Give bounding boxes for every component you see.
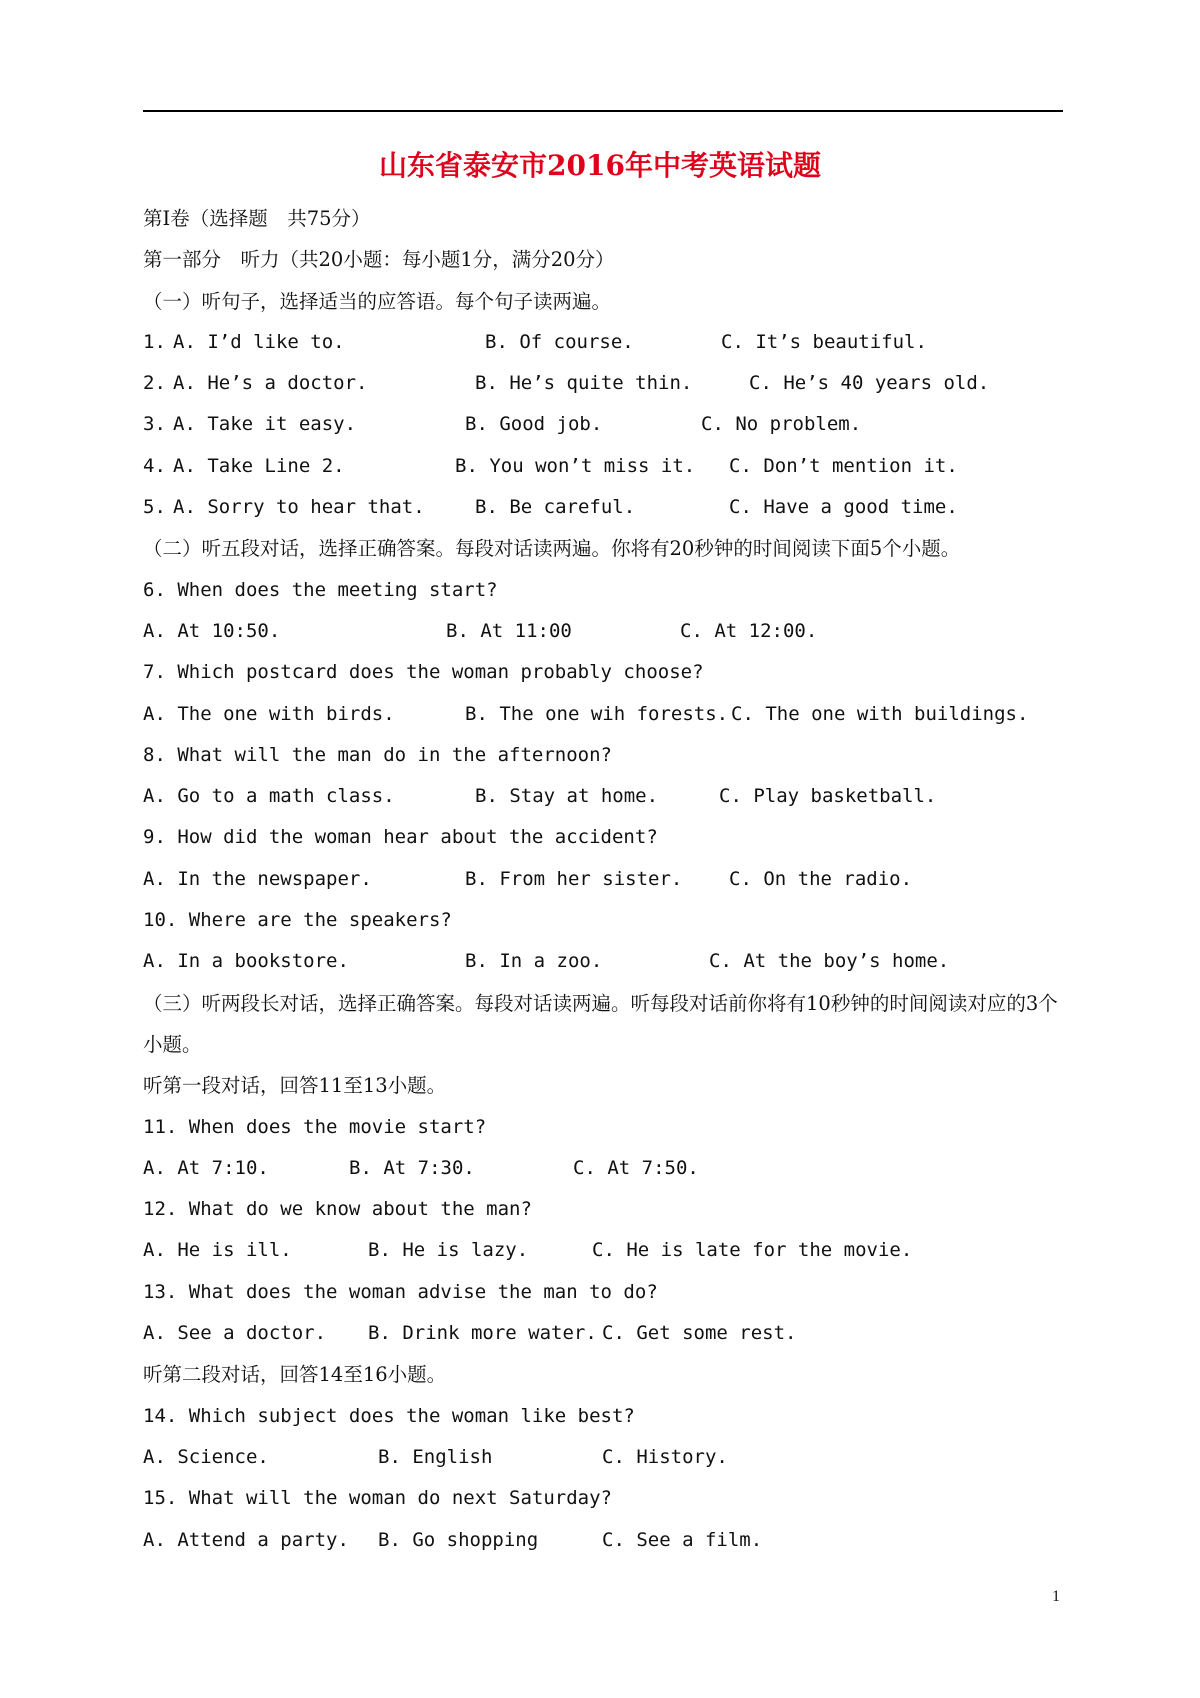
option-a: A. At 7:10. (143, 1156, 269, 1179)
option-b: B. English (378, 1445, 493, 1468)
option-c: C. He’s 40 years old. (749, 372, 990, 395)
option-c: C. At 12:00. (680, 619, 818, 642)
option-c: C. History. (602, 1445, 728, 1468)
option-c: C. On the radio. (729, 867, 913, 890)
options-row (143, 1148, 1073, 1189)
question-stem: 12. What do we know about the man? (143, 1198, 532, 1221)
option-b: B. Good job. (465, 413, 603, 436)
part1-header: 第一部分 听力（共20小题：每小题1分，满分20分） (143, 248, 615, 272)
option-a: A. Science. (143, 1445, 269, 1468)
option-c: C. At 7:50. (573, 1156, 699, 1179)
options-row (143, 941, 1073, 982)
option-b: B. The one wih forests. (465, 702, 729, 725)
option-c: C. Play basketball. (719, 785, 937, 808)
option-a: A. He’s a doctor. (173, 372, 368, 395)
options-row (143, 1520, 1073, 1561)
question-number: 1. (143, 330, 166, 353)
options-row (143, 694, 1073, 735)
section1-instruction: （一）听句子，选择适当的应答语。每个句子读两遍。 (143, 289, 612, 313)
volume-header: 第Ⅰ卷（选择题 共75分） (143, 207, 371, 230)
options-row (143, 611, 1073, 652)
option-b: B. Be careful. (475, 496, 636, 519)
option-a: A. Go to a math class. (143, 785, 395, 808)
option-c: C. See a film. (602, 1528, 763, 1551)
option-c: C. Don’t mention it. (729, 454, 958, 477)
option-a: A. Sorry to hear that. (173, 496, 425, 519)
question-stem: 10. Where are the speakers? (143, 909, 452, 932)
question-number: 2. (143, 372, 166, 395)
option-c: C. No problem. (701, 413, 862, 436)
options-row (143, 776, 1073, 817)
option-a: A. Take Line 2. (173, 454, 345, 477)
exam-content (143, 198, 1073, 1561)
option-a: A. He is ill. (143, 1239, 292, 1262)
question-stem: 11. When does the movie start? (143, 1115, 487, 1138)
dialog2-header: 听第二段对话，回答14至16小题。 (143, 1363, 447, 1387)
option-a: A. At 10:50. (143, 619, 281, 642)
question-number: 3. (143, 413, 166, 436)
option-a: A. Attend a party. (143, 1528, 349, 1551)
question-row (143, 363, 1073, 404)
question-stem: 7. Which postcard does the woman probably choose? (143, 661, 704, 684)
question-row (143, 446, 1073, 487)
option-b: B. In a zoo. (465, 950, 603, 973)
question-row (143, 404, 1073, 445)
option-c: C. He is late for the movie. (592, 1239, 913, 1262)
options-row (143, 1437, 1073, 1478)
option-c: C. Get some rest. (602, 1322, 797, 1345)
option-b: B. You won’t miss it. (455, 454, 696, 477)
question-stem: 8. What will the man do in the afternoon? (143, 743, 612, 766)
question-stem: 13. What does the woman advise the man to do? (143, 1280, 658, 1303)
option-b: B. He is lazy. (368, 1239, 529, 1262)
header-rule (143, 110, 1063, 112)
option-b: B. Go shopping (378, 1528, 539, 1551)
option-a: A. Take it easy. (173, 413, 357, 436)
option-b: B. Of course. (485, 330, 634, 353)
section2-instruction: （二）听五段对话，选择正确答案。每段对话读两遍。你将有20秒钟的时间阅读下面5个小题。 (143, 537, 961, 561)
option-a: A. In the newspaper. (143, 867, 372, 890)
options-row (143, 1230, 1073, 1271)
option-a: A. See a doctor. (143, 1322, 327, 1345)
question-row (143, 487, 1073, 528)
option-a: A. The one with birds. (143, 702, 395, 725)
question-stem: 14. Which subject does the woman like best? (143, 1404, 635, 1427)
option-c: C. The one with buildings. (731, 702, 1029, 725)
option-b: B. At 7:30. (349, 1156, 475, 1179)
option-c: C. It’s beautiful. (721, 330, 927, 353)
option-a: A. I’d like to. (173, 330, 345, 353)
option-a: A. In a bookstore. (143, 950, 349, 973)
option-c: C. Have a good time. (729, 496, 958, 519)
question-row (143, 322, 1073, 363)
question-stem: 9. How did the woman hear about the accident? (143, 826, 658, 849)
options-row (143, 859, 1073, 900)
option-b: B. Drink more water. (368, 1322, 597, 1345)
dialog1-header: 听第一段对话，回答11至13小题。 (143, 1074, 447, 1098)
option-c: C. At the boy’s home. (709, 950, 950, 973)
question-number: 4. (143, 454, 166, 477)
option-b: B. Stay at home. (475, 785, 659, 808)
option-b: B. At 11:00 (446, 619, 572, 642)
option-b: B. He’s quite thin. (475, 372, 693, 395)
question-stem: 15. What will the woman do next Saturday? (143, 1487, 612, 1510)
page-number: 1 (1052, 1588, 1060, 1605)
section3-instruction: （三）听两段长对话，选择正确答案。每段对话读两遍。听每段对话前你将有10秒钟的时间阅读对应的3个小题。 (143, 991, 1058, 1056)
option-b: B. From her sister. (465, 867, 683, 890)
options-row (143, 1313, 1073, 1354)
question-number: 5. (143, 496, 166, 519)
exam-title: 山东省泰安市2016年中考英语试题 (379, 149, 821, 182)
question-stem: 6. When does the meeting start? (143, 578, 498, 601)
